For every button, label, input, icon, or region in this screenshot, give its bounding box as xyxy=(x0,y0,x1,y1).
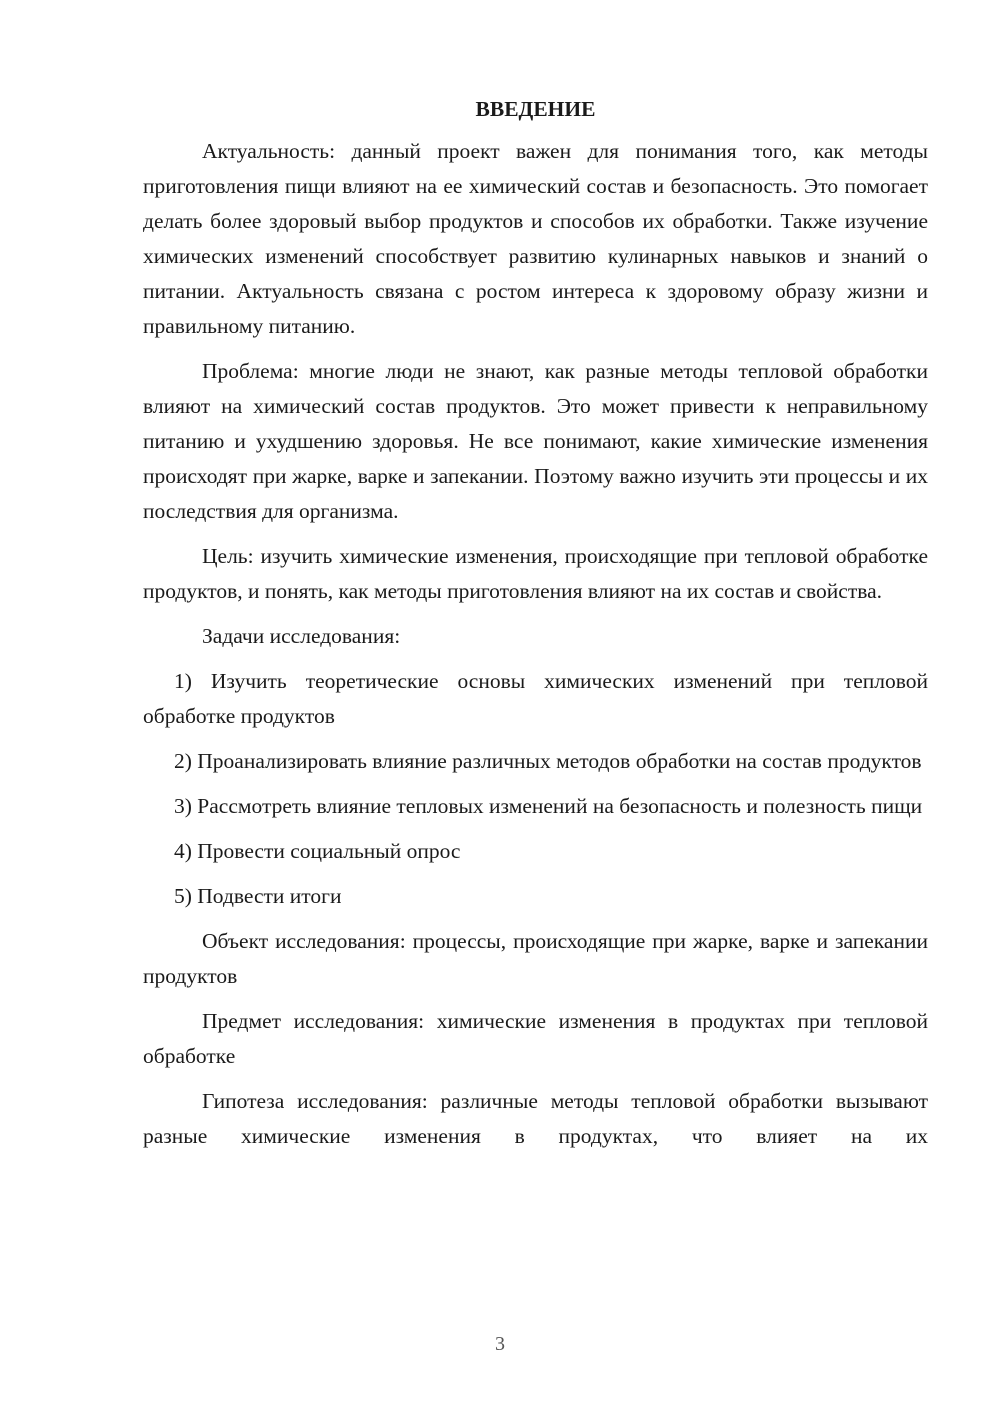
goal-paragraph: Цель: изучить химические изменения, происходящие при тепловой обработке продуктов, и понять, как методы приготовления влияют на их состав и свойства. xyxy=(143,544,928,603)
object-paragraph: Объект исследования: процессы, происходящие при жарке, варке и запекании продуктов xyxy=(143,929,928,988)
problem-paragraph: Проблема: многие люди не знают, как разные методы тепловой обработки влияют на химический состав продуктов. Это может привести к неправильному питанию и ухудшению здоровья. Не все понимают, какие химические изменения происходят при жарке, варке и запекании. Поэтому важно изучить эти процессы и их последствия для организма. xyxy=(143,359,928,523)
task-item-1: 1) Изучить теоретические основы химических изменений при тепловой обработке продуктов xyxy=(143,669,928,728)
document-page xyxy=(143,92,928,1164)
task-item-4: 4) Провести социальный опрос xyxy=(174,839,461,863)
relevance-paragraph: Актуальность: данный проект важен для понимания того, как методы приготовления пищи влияют на ее химический состав и безопасность. Это помогает делать более здоровый выбор продуктов и способов их обработки. Также изучение химических изменений способствует развитию кулинарных навыков и знаний о питании. Актуальность связана с ростом интереса к здоровому образу жизни и правильному питанию. xyxy=(143,139,928,338)
task-item-2: 2) Проанализировать влияние различных методов обработки на состав продуктов xyxy=(174,749,922,773)
page-title: ВВЕДЕНИЕ xyxy=(475,97,596,121)
hypothesis-paragraph: Гипотеза исследования: различные методы тепловой обработки вызывают разные химические изменения в продуктах, что влияет на их xyxy=(143,1089,928,1148)
page-number: 3 xyxy=(495,1333,505,1355)
task-item-5: 5) Подвести итоги xyxy=(174,884,342,908)
subject-paragraph: Предмет исследования: химические изменения в продуктах при тепловой обработке xyxy=(143,1009,928,1068)
task-item-3: 3) Рассмотреть влияние тепловых изменений на безопасность и полезность пищи xyxy=(174,794,923,818)
tasks-heading: Задачи исследования: xyxy=(202,624,401,648)
